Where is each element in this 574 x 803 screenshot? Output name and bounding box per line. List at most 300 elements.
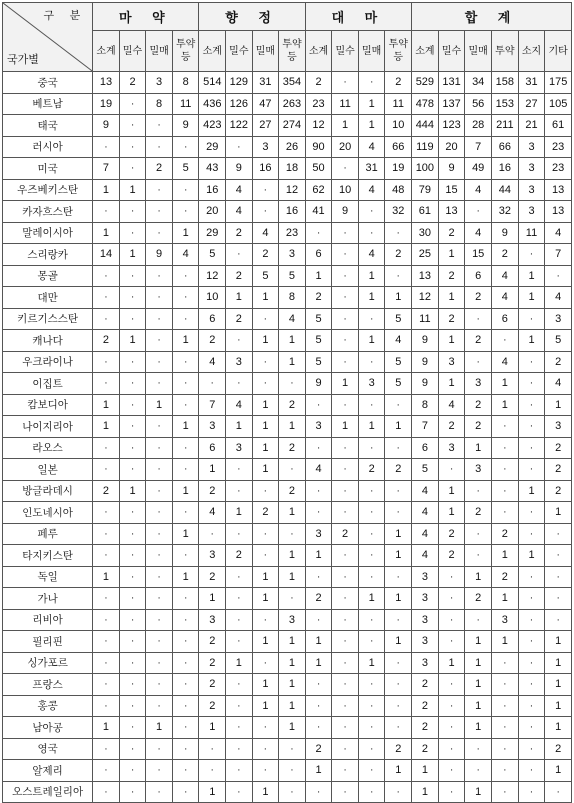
value-cell: ·: [518, 459, 545, 481]
value-cell: 2: [492, 523, 519, 545]
value-cell: ·: [438, 566, 465, 588]
value-cell: ·: [119, 287, 146, 309]
value-cell: 1: [465, 674, 492, 696]
value-cell: ·: [119, 373, 146, 395]
value-cell: ·: [492, 652, 519, 674]
value-cell: 2: [199, 480, 226, 502]
value-cell: ·: [146, 695, 173, 717]
value-cell: ·: [146, 308, 173, 330]
value-cell: ·: [358, 523, 385, 545]
value-cell: 8: [279, 287, 306, 309]
country-name-cell: 프랑스: [3, 674, 93, 696]
value-cell: ·: [226, 609, 253, 631]
value-cell: ·: [119, 437, 146, 459]
value-cell: 2: [252, 502, 279, 524]
value-cell: 11: [385, 93, 412, 115]
subheader-cell: 소계: [412, 31, 439, 72]
value-cell: 10: [385, 115, 412, 137]
value-cell: 1: [412, 760, 439, 782]
value-cell: 1: [172, 566, 199, 588]
value-cell: 100: [412, 158, 439, 180]
subheader-cell: 밀매: [465, 31, 492, 72]
value-cell: 1: [465, 652, 492, 674]
country-name-cell: 이집트: [3, 373, 93, 395]
value-cell: 4: [412, 502, 439, 524]
corner-header-cell: [3, 3, 93, 72]
value-cell: 3: [199, 416, 226, 438]
value-cell: 2: [279, 437, 306, 459]
value-cell: ·: [305, 695, 332, 717]
value-cell: 2: [412, 695, 439, 717]
value-cell: ·: [279, 459, 306, 481]
subheader-cell: 밀수: [332, 31, 359, 72]
value-cell: 15: [438, 179, 465, 201]
value-cell: 9: [332, 201, 359, 223]
value-cell: ·: [172, 717, 199, 739]
value-cell: 23: [305, 93, 332, 115]
value-cell: ·: [305, 480, 332, 502]
value-cell: 6: [305, 244, 332, 266]
value-cell: ·: [332, 394, 359, 416]
value-cell: 2: [199, 652, 226, 674]
table-row: [3, 695, 572, 717]
value-cell: ·: [438, 631, 465, 653]
value-cell: 1: [305, 760, 332, 782]
value-cell: ·: [93, 652, 120, 674]
country-name-cell: 중국: [3, 72, 93, 94]
country-name-cell: 미국: [3, 158, 93, 180]
value-cell: ·: [385, 717, 412, 739]
value-cell: ·: [332, 244, 359, 266]
value-cell: 1: [279, 695, 306, 717]
value-cell: ·: [93, 287, 120, 309]
value-cell: 1: [279, 416, 306, 438]
value-cell: ·: [465, 308, 492, 330]
value-cell: ·: [385, 437, 412, 459]
value-cell: 50: [305, 158, 332, 180]
value-cell: ·: [385, 609, 412, 631]
value-cell: 62: [305, 179, 332, 201]
value-cell: ·: [385, 781, 412, 803]
value-cell: 1: [279, 631, 306, 653]
value-cell: ·: [465, 201, 492, 223]
subheader-cell: 소계: [199, 31, 226, 72]
value-cell: 1: [279, 351, 306, 373]
value-cell: 9: [146, 244, 173, 266]
value-cell: ·: [465, 609, 492, 631]
value-cell: ·: [93, 545, 120, 567]
value-cell: 2: [385, 72, 412, 94]
value-cell: 1: [252, 416, 279, 438]
value-cell: 1: [252, 631, 279, 653]
country-name-cell: 말레이시아: [3, 222, 93, 244]
value-cell: ·: [358, 566, 385, 588]
value-cell: 29: [199, 222, 226, 244]
value-cell: 4: [465, 222, 492, 244]
value-cell: ·: [252, 373, 279, 395]
value-cell: 1: [252, 459, 279, 481]
value-cell: ·: [438, 609, 465, 631]
value-cell: ·: [332, 652, 359, 674]
value-cell: 2: [545, 437, 572, 459]
value-cell: 13: [412, 265, 439, 287]
value-cell: 20: [332, 136, 359, 158]
country-name-cell: 남아공: [3, 717, 93, 739]
table-row: [3, 201, 572, 223]
value-cell: ·: [252, 308, 279, 330]
value-cell: 90: [305, 136, 332, 158]
country-name-cell: 인도네시아: [3, 502, 93, 524]
table-row: [3, 308, 572, 330]
value-cell: ·: [119, 566, 146, 588]
value-cell: ·: [226, 674, 253, 696]
value-cell: ·: [518, 416, 545, 438]
value-cell: ·: [385, 394, 412, 416]
value-cell: ·: [226, 136, 253, 158]
value-cell: ·: [305, 437, 332, 459]
value-cell: 4: [412, 523, 439, 545]
value-cell: ·: [172, 781, 199, 803]
value-cell: 19: [93, 93, 120, 115]
value-cell: ·: [332, 265, 359, 287]
country-name-cell: 대만: [3, 287, 93, 309]
value-cell: ·: [438, 588, 465, 610]
value-cell: ·: [358, 760, 385, 782]
value-cell: ·: [332, 480, 359, 502]
group-header-narcotics: 마 약: [93, 3, 199, 31]
table-row: [3, 158, 572, 180]
value-cell: ·: [93, 373, 120, 395]
value-cell: 1: [93, 179, 120, 201]
value-cell: 2: [545, 351, 572, 373]
value-cell: 1: [279, 330, 306, 352]
value-cell: 4: [492, 265, 519, 287]
value-cell: ·: [358, 308, 385, 330]
value-cell: 79: [412, 179, 439, 201]
value-cell: 1: [226, 652, 253, 674]
value-cell: ·: [279, 781, 306, 803]
value-cell: ·: [119, 588, 146, 610]
value-cell: 2: [226, 265, 253, 287]
value-cell: 354: [279, 72, 306, 94]
value-cell: ·: [518, 631, 545, 653]
country-name-cell: 나이지리아: [3, 416, 93, 438]
value-cell: ·: [518, 695, 545, 717]
table-row: [3, 222, 572, 244]
value-cell: 8: [172, 72, 199, 94]
value-cell: ·: [172, 502, 199, 524]
value-cell: ·: [146, 437, 173, 459]
value-cell: 1: [545, 760, 572, 782]
value-cell: 1: [252, 330, 279, 352]
value-cell: ·: [492, 437, 519, 459]
value-cell: ·: [172, 588, 199, 610]
value-cell: 1: [252, 437, 279, 459]
value-cell: ·: [252, 545, 279, 567]
value-cell: 5: [199, 244, 226, 266]
value-cell: ·: [332, 609, 359, 631]
value-cell: 8: [412, 394, 439, 416]
value-cell: ·: [172, 459, 199, 481]
table-row: [3, 480, 572, 502]
value-cell: 1: [119, 179, 146, 201]
value-cell: 119: [412, 136, 439, 158]
value-cell: ·: [146, 179, 173, 201]
value-cell: ·: [492, 674, 519, 696]
value-cell: 3: [305, 416, 332, 438]
value-cell: ·: [279, 738, 306, 760]
value-cell: ·: [146, 545, 173, 567]
value-cell: ·: [252, 760, 279, 782]
value-cell: ·: [465, 545, 492, 567]
table-row: [3, 72, 572, 94]
value-cell: ·: [146, 674, 173, 696]
value-cell: ·: [146, 416, 173, 438]
value-cell: ·: [93, 136, 120, 158]
value-cell: ·: [545, 588, 572, 610]
value-cell: 1: [279, 502, 306, 524]
value-cell: 20: [199, 201, 226, 223]
table-row: [3, 373, 572, 395]
subheader-cell: 밀매: [358, 31, 385, 72]
table-row: [3, 502, 572, 524]
value-cell: 10: [199, 287, 226, 309]
value-cell: ·: [518, 308, 545, 330]
value-cell: ·: [438, 717, 465, 739]
value-cell: ·: [305, 781, 332, 803]
value-cell: 5: [252, 265, 279, 287]
value-cell: 1: [358, 115, 385, 137]
value-cell: ·: [172, 179, 199, 201]
country-name-cell: 리비아: [3, 609, 93, 631]
value-cell: 21: [518, 115, 545, 137]
value-cell: ·: [172, 652, 199, 674]
value-cell: ·: [252, 351, 279, 373]
value-cell: ·: [146, 738, 173, 760]
value-cell: 4: [412, 545, 439, 567]
value-cell: ·: [252, 652, 279, 674]
value-cell: 25: [412, 244, 439, 266]
value-cell: 9: [305, 373, 332, 395]
value-cell: ·: [492, 459, 519, 481]
value-cell: ·: [358, 201, 385, 223]
value-cell: 1: [305, 631, 332, 653]
value-cell: ·: [518, 781, 545, 803]
value-cell: 1: [279, 566, 306, 588]
value-cell: ·: [172, 136, 199, 158]
value-cell: ·: [119, 93, 146, 115]
value-cell: ·: [518, 373, 545, 395]
value-cell: ·: [93, 588, 120, 610]
value-cell: 47: [252, 93, 279, 115]
value-cell: 3: [412, 566, 439, 588]
value-cell: 5: [305, 351, 332, 373]
value-cell: 1: [518, 330, 545, 352]
value-cell: 1: [226, 416, 253, 438]
value-cell: ·: [119, 308, 146, 330]
value-cell: ·: [358, 502, 385, 524]
value-cell: 4: [199, 502, 226, 524]
value-cell: 13: [545, 201, 572, 223]
value-cell: 2: [199, 674, 226, 696]
value-cell: ·: [518, 588, 545, 610]
value-cell: ·: [146, 609, 173, 631]
value-cell: 32: [492, 201, 519, 223]
value-cell: 16: [252, 158, 279, 180]
value-cell: ·: [199, 738, 226, 760]
country-name-cell: 영국: [3, 738, 93, 760]
value-cell: 43: [199, 158, 226, 180]
value-cell: 1: [385, 416, 412, 438]
value-cell: 7: [199, 394, 226, 416]
value-cell: 1: [279, 717, 306, 739]
value-cell: 1: [518, 480, 545, 502]
value-cell: ·: [518, 738, 545, 760]
value-cell: ·: [492, 480, 519, 502]
value-cell: 1: [252, 674, 279, 696]
value-cell: ·: [332, 72, 359, 94]
value-cell: ·: [146, 373, 173, 395]
value-cell: ·: [465, 523, 492, 545]
value-cell: 12: [279, 179, 306, 201]
value-cell: ·: [226, 373, 253, 395]
value-cell: ·: [226, 717, 253, 739]
value-cell: ·: [545, 609, 572, 631]
value-cell: ·: [438, 459, 465, 481]
value-cell: 1: [172, 330, 199, 352]
value-cell: 9: [412, 351, 439, 373]
value-cell: ·: [119, 631, 146, 653]
value-cell: ·: [119, 351, 146, 373]
value-cell: 3: [465, 459, 492, 481]
table-row: [3, 136, 572, 158]
value-cell: ·: [252, 717, 279, 739]
value-cell: 2: [492, 244, 519, 266]
value-cell: 122: [226, 115, 253, 137]
value-cell: ·: [438, 674, 465, 696]
value-cell: 4: [279, 308, 306, 330]
value-cell: 4: [465, 179, 492, 201]
value-cell: 9: [492, 222, 519, 244]
value-cell: 105: [545, 93, 572, 115]
value-cell: 2: [199, 631, 226, 653]
value-cell: 4: [199, 351, 226, 373]
value-cell: ·: [358, 351, 385, 373]
value-cell: 2: [199, 566, 226, 588]
value-cell: 1: [358, 588, 385, 610]
value-cell: ·: [332, 781, 359, 803]
value-cell: ·: [358, 781, 385, 803]
value-cell: ·: [146, 652, 173, 674]
country-name-cell: 베트남: [3, 93, 93, 115]
value-cell: ·: [119, 652, 146, 674]
value-cell: 49: [465, 158, 492, 180]
value-cell: ·: [518, 502, 545, 524]
value-cell: ·: [332, 330, 359, 352]
table-row: [3, 609, 572, 631]
value-cell: 1: [438, 287, 465, 309]
value-cell: 3: [279, 609, 306, 631]
value-cell: 2: [226, 222, 253, 244]
value-cell: 2: [93, 330, 120, 352]
value-cell: 11: [172, 93, 199, 115]
value-cell: ·: [146, 566, 173, 588]
value-cell: ·: [358, 437, 385, 459]
value-cell: ·: [252, 480, 279, 502]
value-cell: 2: [465, 588, 492, 610]
value-cell: 11: [518, 222, 545, 244]
value-cell: ·: [518, 674, 545, 696]
value-cell: ·: [279, 588, 306, 610]
value-cell: 10: [332, 179, 359, 201]
subheader-cell: 투약: [492, 31, 519, 72]
table-row: [3, 330, 572, 352]
value-cell: 5: [305, 330, 332, 352]
value-cell: 4: [492, 287, 519, 309]
value-cell: 2: [412, 738, 439, 760]
value-cell: 123: [438, 115, 465, 137]
value-cell: 2: [305, 588, 332, 610]
value-cell: ·: [93, 437, 120, 459]
value-cell: ·: [93, 201, 120, 223]
table-row: [3, 631, 572, 653]
value-cell: ·: [332, 760, 359, 782]
value-cell: 2: [545, 480, 572, 502]
value-cell: 1: [146, 394, 173, 416]
value-cell: 2: [438, 523, 465, 545]
value-cell: 2: [146, 158, 173, 180]
value-cell: ·: [545, 545, 572, 567]
value-cell: ·: [492, 760, 519, 782]
value-cell: 4: [385, 330, 412, 352]
value-cell: 2: [305, 72, 332, 94]
value-cell: 1: [492, 545, 519, 567]
value-cell: ·: [93, 631, 120, 653]
value-cell: ·: [119, 416, 146, 438]
value-cell: 2: [305, 287, 332, 309]
value-cell: 1: [465, 781, 492, 803]
value-cell: ·: [119, 136, 146, 158]
value-cell: 4: [358, 179, 385, 201]
value-cell: 1: [518, 265, 545, 287]
value-cell: ·: [332, 351, 359, 373]
value-cell: 263: [279, 93, 306, 115]
value-cell: 31: [252, 72, 279, 94]
value-cell: ·: [119, 394, 146, 416]
value-cell: 126: [226, 93, 253, 115]
value-cell: 1: [252, 566, 279, 588]
country-name-cell: 태국: [3, 115, 93, 137]
value-cell: 48: [385, 179, 412, 201]
value-cell: ·: [358, 72, 385, 94]
value-cell: 1: [465, 437, 492, 459]
value-cell: ·: [385, 480, 412, 502]
value-cell: 1: [146, 717, 173, 739]
value-cell: 2: [226, 545, 253, 567]
value-cell: 1: [119, 480, 146, 502]
value-cell: ·: [332, 674, 359, 696]
value-cell: 5: [545, 330, 572, 352]
value-cell: 56: [465, 93, 492, 115]
value-cell: 1: [545, 631, 572, 653]
value-cell: ·: [226, 480, 253, 502]
value-cell: 2: [438, 416, 465, 438]
value-cell: 1: [172, 416, 199, 438]
value-cell: ·: [545, 265, 572, 287]
value-cell: ·: [199, 373, 226, 395]
value-cell: 2: [438, 265, 465, 287]
value-cell: 3: [305, 523, 332, 545]
